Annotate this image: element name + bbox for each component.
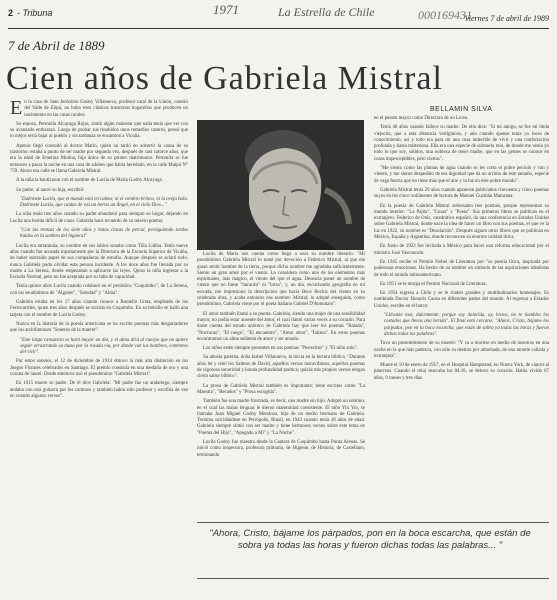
paragraph: en el puesto mayor como Directora de un Liceo. [374,116,469,121]
paragraph: En 1951 se le otorga el Premio Nacional de Literatura. [380,281,487,287]
paragraph: Gabriela estaba en los 17 años cuando conoce a Romelio Ureta, empleado de los Ferrocarriles, quien tres años después se suicida en Coquimbo. En su bolsillo se halló una tarjeta con el nombre de Lucila Godoy. [10,300,188,318]
header-rule [8,28,549,29]
drop-cap: E [10,97,23,119]
article-kicker: 7 de Abril de 1889 [8,38,105,53]
paragraph: Tenía quince años Lucila cuando colaboró en el periódico "Coquimbo", de La Serena, con los seudónimos de "Alguien", "Soledad" y "Alma". [10,284,188,296]
handwritten-year: 1971 [213,2,239,17]
paragraph: Muere el 10 de enero de 1957, en el Hospital Hampstead, en Nueva York, de cáncer al páncreas. Cuando el reloj marcaba las 04.18, se detuvo su corazón. Había vivido 67 años, 9 meses y tres días. [374,363,549,381]
handwritten-publication: La Estrella de Chile [278,5,375,19]
verse: "Duérmete Lucila, que el mundo está en calma; ni el cordero brinca, ni la oveja bala. Duérmete Lucila, que cuidas de vos un tierno un Ángel, en el cielo Dios..." [20,196,188,209]
paragraph: La niña tenía tres años cuando su padre abandonó para siempre su hogar, dejando en Lucila una herida difícil de curar. Gabriela hace recuerdo de su mísero poema: [10,212,188,224]
pull-quote-rule-top [197,522,549,523]
paragraph: También fue una madre frustrada, es decir, una madre sin hijo. Adoptó un sobrino, en el cual las malas lenguas le dieron maternidad consistente. El niño Yin Yin, se llamaba Juan Miguel Godoy Mendoza, hijo de un medio hermano de Gabriela. Termina suicidándose en Petrópolis, Brasil, en 1943 cuando tenía 18 años de edad. Gabriela siempre sintió con ser madre y tiene hermosos versos sobre este tema en "Poema del Hijo", "Apegado a Mí" y "La Noche". [197,399,365,436]
article-column-2 [197,252,365,462]
paragraph: Lucila de María nos cuenta como llegó a usar su nombre literario: "Mi pseudónimo Gabriela Mistral lo tomé por devoción a Federico Mistral, al que me gustó sentir hombre de la tierra, porque dicho nombre me agradaba suficientemente. Siento un gran amor por el viento. Lo considero como uno de los elementos más espirituales, más mágico, el viento del que el agua. Desearía poner un nombre de viento que no fuese "huracán" ni "brisa", y, un día, escuchando geografía en mi escuela, me impresionó la descripción que hacía Bece Reclús del viento en su celebrada obra, y acaba entonces ese nombre: Mistral; lo adopté enseguida, como pseudónimo. Gabriela viene por el poeta italiano Gabriel D'Annunzio". [197,252,365,308]
paragraph: Su esposa, Petronila Alcayaga Rojas, sintió algún malestar que nada tenía que ver con su avanzado embarazo. Luego de probar sus resabidos unos remedios caseros, pensó que lo mejor sería bajar al pueblo y sin tardanza se encaminó a Vicuña. [10,121,188,140]
section-name: - Tribuna [17,8,53,18]
paragraph: En la poesía de Gabriela Mistral sobresalen tres poemas, porque representan su mundo interior: "La Pajita", "Cosas" y "Poeta". Sus primeros libros se publican en el extranjero. Federico de Onís, catedrático español, da una conferencia en Estados Unidos sobre Gabriela Mistral, donde nace la idea de hacer un libro con sus poemas, el que ve la luz en 1922, su nombre es "Desolación". Después siguen otros libros que se publican en México, España y Argentina, donde reconocen su enorme calidad lírica. [374,203,549,241]
paragraph: Por estos sonetos, el 12 de diciembre de 1914 obtuvo la más alta distinción en los Juegos Florales celebrados en Santiago. El premio consistía en una medalla de oro y una corona de laurel. Desde entonces usó el pseudónimo "Gabriela Mistral". [10,359,188,377]
paragraph: En Junio de 1922 fue invitada a México para hacer una reforma educacional por el ministro José Vasconcelo. [374,244,549,256]
pull-quote-rule-bottom [197,578,549,579]
paragraph: Apenas llegó consultó al doctor Marín, quien no tardó en advertir la causa de su trastorno: estaba a punto de ser madre por segunda vez, después de casi catorce años, que era la edad de Emelina Molina, hija única de su primer matrimonio. Petronila se fue entonces a pasar la noche en una casa de adobes que había heredado, en la calle Maipú N° 759. Ahora esa calle se llama Gabriela Mistral. [10,143,188,174]
paragraph: Gabriela Mistral tenía 29 años cuando aparecen publicados cincuenta y cinco poemas suyos en los cinco volúmenes de lectura de Manuel Guzmán Maturana. [374,187,549,200]
article-column-1 [10,97,188,403]
paragraph: En 1915 muere su padre. De él dice Gabriela: "Mi padre fue un andariego, siempre andaba con una guitarra por los caminos y también había sido profesor y escribía de vez en cuando algunos versos". [10,381,188,399]
paragraph: Su abuela paterna, doña Isabel Villanueva, la inicia en la lectura bíblica. "Durante años leí y releí los Salmos de David, aquellos versos maravillosos, aquellos poemas de vigorosa sonoridad y honda profundidad poética; quizás mis propios versos tengan cierto sabor bíblico". [197,355,365,380]
paragraph: Tenía 40 años cuando fallece su madre. De ella dice: "Si mi amigo, se fue mi linda viejecita, que a esta distancia vertiginosa, y aún cuando apenas tenía yo luces de conocimiento, así y todo era para mí una cosa indecible de vivir y una confortación profunda y hasta misteriosa. Ella era una especie de subsuelo mío, de donde me venía yo todo lo que soy, sólidos, una nobleza de tener madre, que en las gentes se conoce en cosas imperceptibles, pero ciertas". [374,125,549,162]
verse: "Llévame mar, dulcemente, porque voy dolorida, ay, bravo, no te tiembles los costados que llevas una herida". El final está cercano: "Ahora, Cristo, bájame los párpados, pon en la boca escarcha, que están de sobra ya todas las horas y fueron dichas todas las palabras". [384,313,549,337]
verse: "Este largo cansancio se hará mayor un día, y el alma dirá al cuerpo que no quiere seguir arrastrando su masa por la rosada vía, por donde van los hombres, contentos del vivir". [20,337,188,356]
article-byline: BELLAMIN SILVA [430,106,493,113]
page-number: 2 [8,8,14,18]
article-column-3 [374,116,549,385]
paragraph: "Me siento como las plantas de agua cuando se les corta el pobre peciolo y van y vienen, y me siento despedido de esa dignidad que da un arrimo de este tamaño, especie de vaga fuerza que no tiene más que el aire y la luz en este pobre mundo". [374,166,549,184]
paragraph: n la casa de Juan Jerónimo Godoy Villanueva, profesor rural de la Unión, caserío del Valle de Elqui, no hubo esos clásicos trastornos hogareños que producen un nacimiento en las casas rurales. [24,100,188,118]
paragraph: Los niños estén siempre presentes en sus poemas "Piececitos" y "El niño solo". [203,346,358,352]
paragraph: A la niña la bautizaron con el nombre de Lucila de María Godoy Alcayaga. [16,178,163,184]
paragraph: En 1945 recibe el Premio Nobel de Literatura por "su poesía lírica, inspirada por poderosas emociones. Ha hecho de su nombre un símbolo de las aspiraciones idealistas de todo el mundo latinoamericano. [374,259,549,278]
paragraph: Lucila Godoy fue maestra desde la Cantera de Coquimbo hasta Punta Arenas. Se inició como inspectora, profesora primaria, de Higiene, de Historia, de Castellano, terminando [197,440,365,458]
paragraph: Lucila era tartamuda; su nombre en sus labios sonaba como Tiila Lidiba. Tenía nueve años cuando fue acusada injustamente por la Directora de la Escuela Superior de Vicuña, de haber sustraído papel de sus compañeras de estudio. Aunque después se aclaró todo, nunca Gabriela pudo olvidar esta penosa incidente. A los doce años fue llevada por su madre a La Serena, donde empezaban a aplicarse las leyes. Quiso la niña ingresar a la Escuela Normal, pero no fue aceptada por su falta de capacidad. [10,243,188,281]
paragraph: En 1954 regresa a Chile y se le rinden grandes y multitudinarios homenajes. Es nombrada Doctor Honoris Causa en diferentes partes del mundo. Al regresar a Estados Unidos, escribe en el barco: [374,291,549,309]
paragraph: El amor también llamó a su puerta. Gabriela, siendo una mujer de una sensibilidad mayor, no podía estar ausente del amor, el cual llamó varias veces a su corazón. Para darse cuenta del estado anímico de Gabriela hay que leer los poemas "Balada", "Nocturno", "El ruego", "El encuentro", "Amor amor", "Íntima". En estos poemas encontramos un alma sedienta de amor y ser amada. [197,311,365,342]
paragraph: La prosa de Gabriela Mistral también es importante; tiene escritos como "La Maestra", "Recados" y "Prosa escogida". [197,383,365,395]
paragraph: Nunca en la historia de la poesía americana se ha escrito poemas más desgarradores que los archifamosos "Sonetos de la muerte": [10,321,188,334]
handwritten-archive-code: 000169431 [418,8,472,22]
paragraph: Tuvo un presentimiento de su muerte: "Y va a morirse en medio de nosotros en una noche en la que más padezca, con sólo su destino por almohada, de una muerte callada y extranjera". [374,341,549,359]
page-header [8,2,549,23]
issue-date: Viernes 7 de abril de 1989 [464,14,549,23]
verse: "Con las trenzas de los siete años y batas claras de percal, persiguiendo tordos huidos en la sombra del higueral" [20,228,188,240]
paragraph: Su padre, al nacer su hija, escribió: [16,187,85,193]
portrait-photo [197,120,364,250]
article-title: Cien años de Gabriela Mistral [6,60,443,97]
portrait-illustration [197,120,364,250]
pull-quote: "Ahora, Cristo, bájame los párpados, pon en la boca escarcha, que están de sobra ya todas las horas y fueron dichas todas las palabras... " [209,528,531,551]
